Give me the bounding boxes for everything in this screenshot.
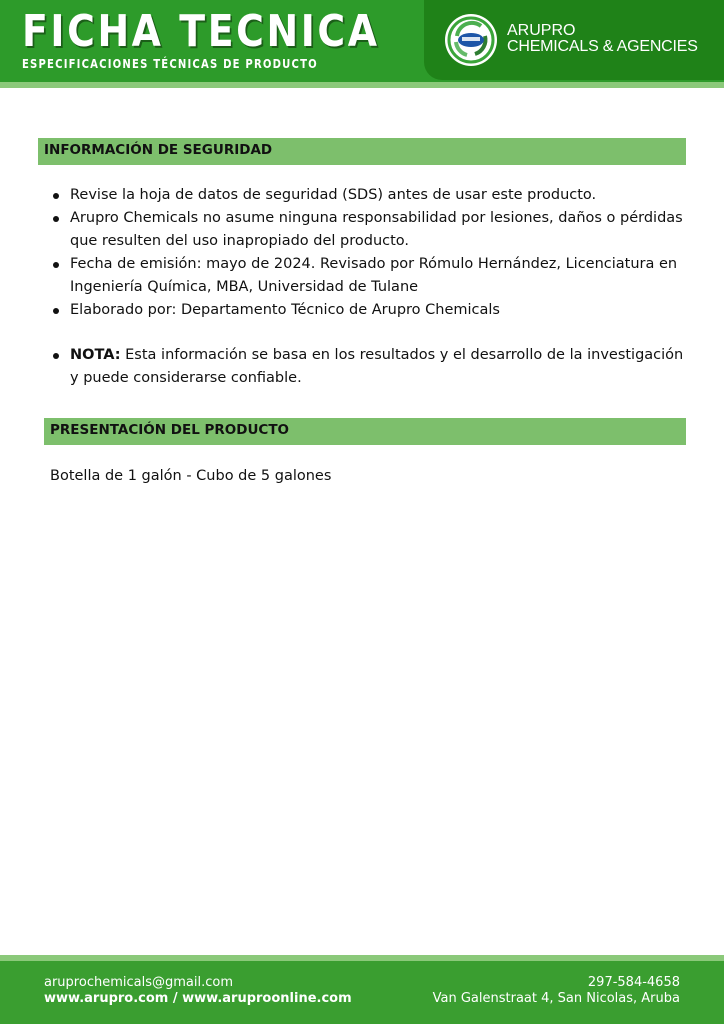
- arupro-logo-icon: [445, 14, 497, 66]
- note-item: [50, 344, 690, 390]
- list-item: Elaborado por: Departamento Técnico de Arupro Chemicals: [50, 299, 690, 322]
- presentation-text: Botella de 1 galón - Cubo de 5 galones: [50, 468, 332, 484]
- list-item: Arupro Chemicals no asume ninguna responsabilidad por lesiones, daños o pérdidas que resulten del uso inapropiado del producto.: [50, 207, 690, 253]
- safety-section-title: INFORMACIÓN DE SEGURIDAD: [44, 142, 273, 158]
- footer-phone: 297-584-4658: [587, 975, 680, 990]
- presentation-section-bar: [44, 418, 686, 445]
- note-list: [50, 344, 690, 390]
- header-accent-strip: [0, 82, 724, 88]
- brand-name: ARUPRO: [507, 22, 576, 39]
- footer-email[interactable]: aruprochemicals@gmail.com: [44, 975, 233, 990]
- note-label: NOTA:: [70, 347, 121, 363]
- safety-list: [50, 184, 690, 322]
- safety-section-bar: [38, 138, 686, 165]
- footer-websites[interactable]: www.arupro.com / www.aruproonline.com: [44, 991, 352, 1006]
- page-title: FICHA TECNICA: [22, 6, 380, 57]
- page-subtitle: ESPECIFICACIONES TÉCNICAS DE PRODUCTO: [22, 57, 318, 71]
- list-item: Fecha de emisión: mayo de 2024. Revisado por Rómulo Hernández, Licenciatura en Ingeniería Química, MBA, Universidad de Tulane: [50, 253, 690, 299]
- footer-address: Van Galenstraat 4, San Nicolas, Aruba: [432, 991, 680, 1006]
- presentation-section-title: PRESENTACIÓN DEL PRODUCTO: [50, 422, 290, 438]
- list-item: Revise la hoja de datos de seguridad (SDS) antes de usar este producto.: [50, 184, 690, 207]
- note-text: Esta información se basa en los resultados y el desarrollo de la investigación y puede considerarse confiable.: [70, 347, 684, 386]
- brand-tagline: CHEMICALS & AGENCIES: [507, 38, 698, 55]
